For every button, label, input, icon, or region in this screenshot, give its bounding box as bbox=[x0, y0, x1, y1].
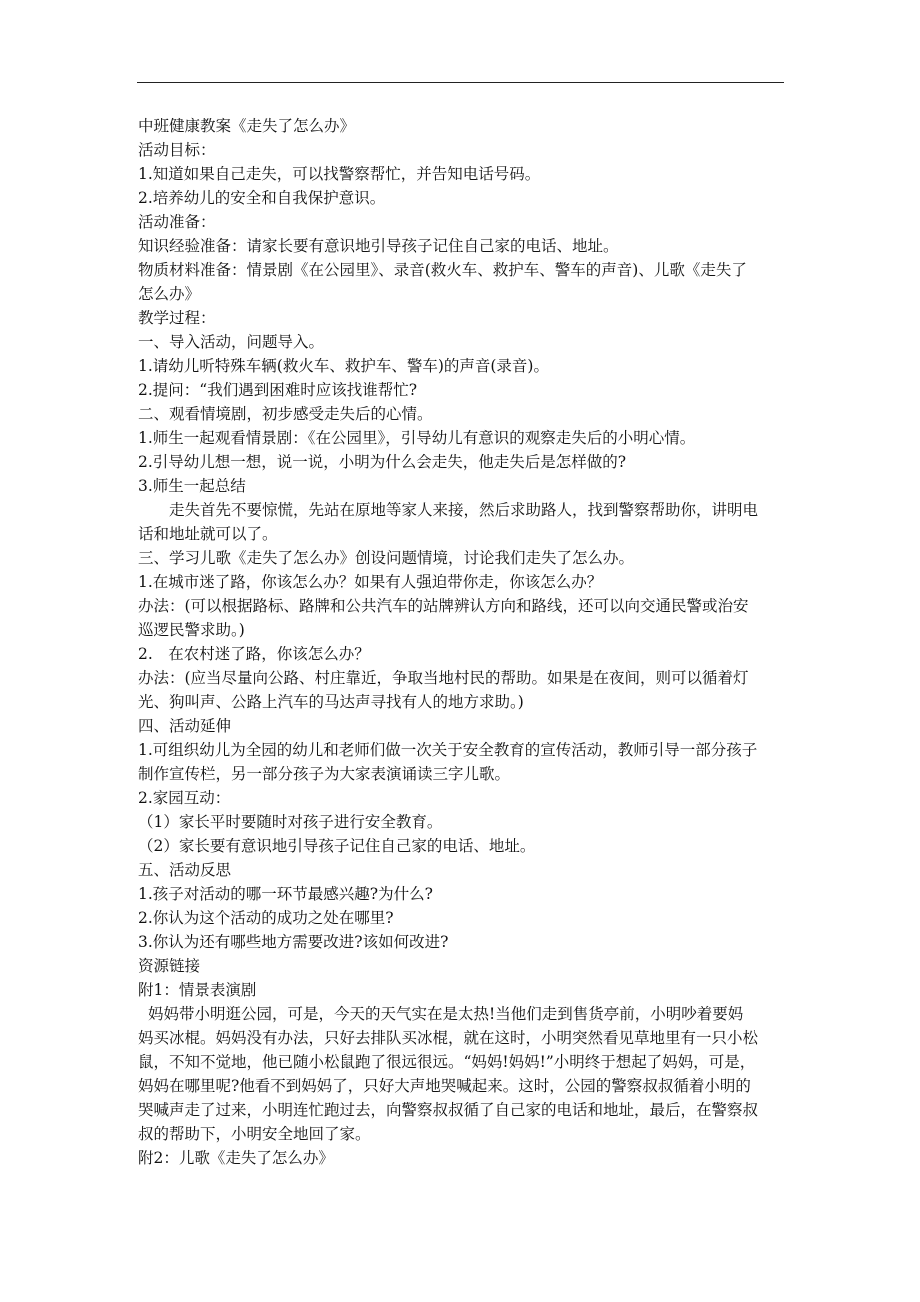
text-line: 制作宣传栏，另一部分孩子为大家表演诵读三字儿歌。 bbox=[138, 765, 511, 783]
text-line: 3.你认为还有哪些地方需要改进?该如何改进? bbox=[138, 933, 449, 951]
text-line: 1.师生一起观看情景剧：《在公园里》，引导幼儿有意识的观察走失后的小明心情。 bbox=[138, 429, 696, 447]
text-line: 鼠，不知不觉地，他已随小松鼠跑了很远很远。“妈妈!妈妈!”小明终于想起了妈妈，可是， bbox=[138, 1053, 756, 1071]
text-line: 怎么办》 bbox=[138, 285, 201, 303]
text-line: 巡逻民警求助。) bbox=[138, 621, 245, 639]
text-line: 1.孩子对活动的哪一环节最感兴趣?为什么? bbox=[138, 885, 433, 903]
text-line: 1.知道如果自己走失，可以找警察帮忙，并告知电话号码。 bbox=[138, 165, 541, 183]
text-line: 3.师生一起总结 bbox=[138, 477, 246, 495]
text-line: 教学过程： bbox=[138, 309, 216, 327]
text-line: 资源链接 bbox=[138, 957, 201, 975]
text-line: 2.你认为这个活动的成功之处在哪里? bbox=[138, 909, 394, 927]
text-line: 办法：(应当尽量向公路、村庄靠近，争取当地村民的帮助。如果是在夜间，则可以循着灯 bbox=[138, 669, 749, 687]
text-line: 活动目标： bbox=[138, 141, 216, 159]
text-line: 知识经验准备：请家长要有意识地引导孩子记住自己家的电话、地址。 bbox=[138, 237, 619, 255]
text-line: 2. 在农村迷了路，你该怎么办？ bbox=[138, 645, 370, 663]
text-line: 五、活动反思 bbox=[138, 861, 232, 879]
text-line: 附1：情景表演剧 bbox=[138, 981, 257, 999]
text-line: 妈妈带小明逛公园，可是，今天的天气实在是太热!当他们走到售货亭前，小明吵着要妈 bbox=[148, 1005, 744, 1023]
text-line: 一、导入活动，问题导入。 bbox=[138, 333, 325, 351]
text-line: 光、狗叫声、公路上汽车的马达声寻找有人的地方求助。) bbox=[138, 693, 524, 711]
text-line: 话和地址就可以了。 bbox=[138, 525, 278, 543]
text-line: 活动准备： bbox=[138, 213, 216, 231]
text-line: 哭喊声走了过来，小明连忙跑过去，向警察叔叔循了自己家的电话和地址，最后，在警察叔 bbox=[138, 1101, 759, 1119]
text-line: 中班健康教案《走失了怎么办》 bbox=[138, 117, 356, 135]
text-line: 三、学习儿歌《走失了怎么办》创设问题情境，讨论我们走失了怎么办。 bbox=[138, 549, 635, 567]
text-line: 四、活动延伸 bbox=[138, 717, 232, 735]
text-line: 2.引导幼儿想一想，说一说，小明为什么会走失，他走失后是怎样做的? bbox=[138, 453, 627, 471]
text-line: 叔的帮助下，小明安全地回了家。 bbox=[138, 1125, 371, 1143]
text-line: （1）家长平时要随时对孩子进行安全教育。 bbox=[138, 813, 443, 831]
document-body bbox=[138, 114, 784, 1170]
text-line: 附2：儿歌《走失了怎么办》 bbox=[138, 1149, 334, 1167]
text-line: 1.可组织幼儿为全园的幼儿和老师们做一次关于安全教育的宣传活动，教师引导一部分孩子 bbox=[138, 741, 758, 759]
text-line: 妈妈在哪里呢?他看不到妈妈了，只好大声地哭喊起来。这时，公园的警察叔叔循着小明的 bbox=[138, 1077, 751, 1095]
text-line: 走失首先不要惊慌，先站在原地等家人来接，然后求助路人，找到警察帮助你，讲明电 bbox=[169, 501, 759, 519]
text-line: 妈买冰棍。妈妈没有办法，只好去排队买冰棍，就在这时，小明突然看见草地里有一只小松 bbox=[138, 1029, 759, 1047]
text-line: 1.在城市迷了路，你该怎么办？如果有人强迫带你走，你该怎么办？ bbox=[138, 573, 603, 591]
text-line: （2）家长要有意识地引导孩子记住自己家的电话、地址。 bbox=[138, 837, 536, 855]
text-line: 二、观看情境剧，初步感受走失后的心情。 bbox=[138, 405, 433, 423]
text-line: 2.培养幼儿的安全和自我保护意识。 bbox=[138, 189, 386, 207]
text-line: 1.请幼儿听特殊车辆(救火车、救护车、警车)的声音(录音)。 bbox=[138, 357, 549, 375]
text-line: 办法：(可以根据路标、路牌和公共汽车的站牌辨认方向和路线，还可以向交通民警或治安 bbox=[138, 597, 749, 615]
text-line: 物质材料准备：情景剧《在公园里》、录音(救火车、救护车、警车的声音)、儿歌《走失了 bbox=[138, 261, 747, 279]
header-rule bbox=[137, 82, 784, 83]
text-line: 2.家园互动： bbox=[138, 789, 231, 807]
text-line: 2.提问：“我们遇到困难时应该找谁帮忙? bbox=[138, 381, 418, 399]
